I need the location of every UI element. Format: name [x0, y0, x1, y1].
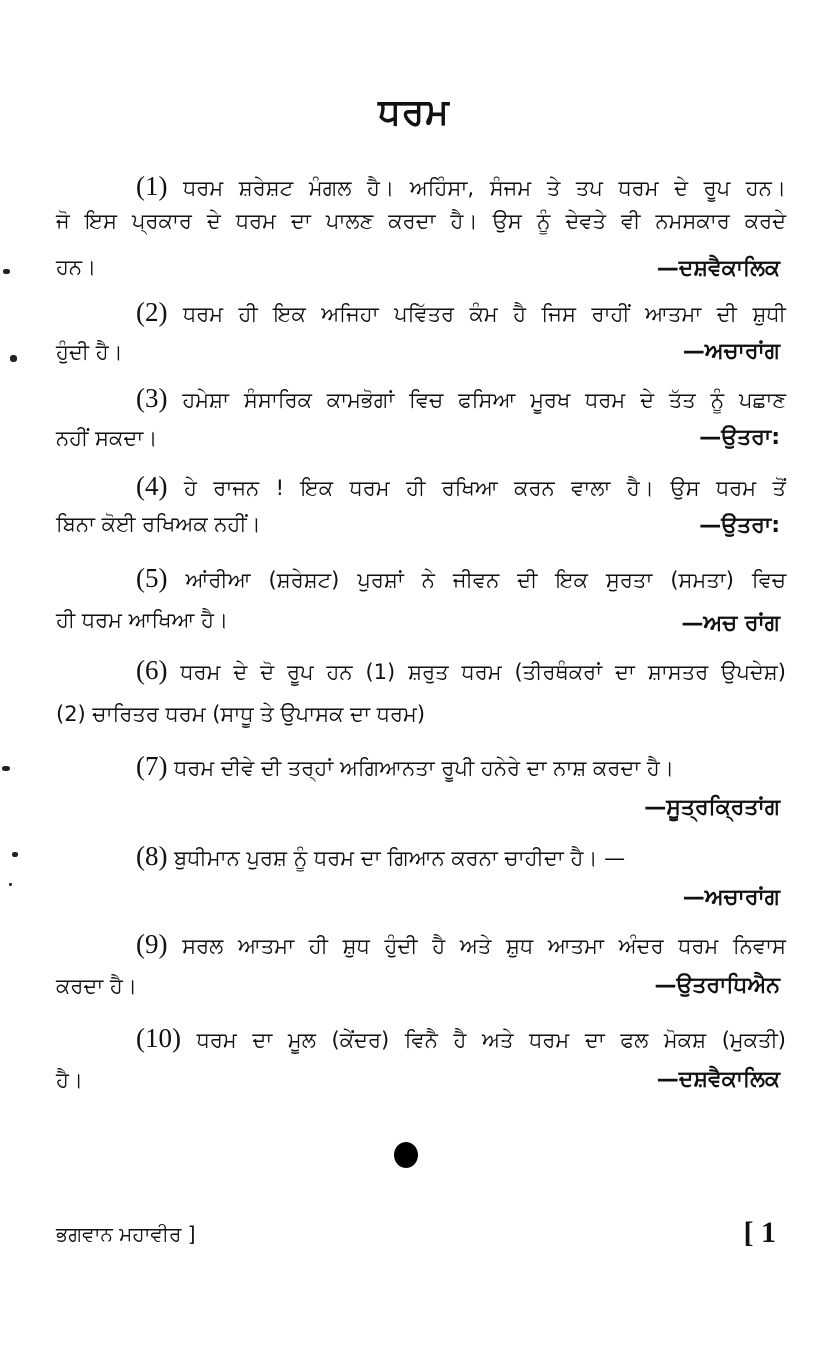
entry-number: (4): [136, 471, 168, 501]
entry-10-line-2: ਹੈ।: [56, 1068, 84, 1092]
entry-9-line-1: (9) ਸਰਲ ਆਤਮਾ ਹੀ ਸ਼ੁਧ ਹੁੰਦੀ ਹੈ ਅਤੇ ਸ਼ੁਧ ਆਤਮਾ ਅੰਦਰ ਧਰਮ ਨਿਵਾਸ: [136, 929, 786, 959]
scan-speck-icon: [2, 766, 10, 771]
entry-3-line-2: ਨਹੀਂ ਸਕਦਾ।: [56, 426, 158, 450]
scan-speck-icon: [3, 269, 10, 274]
entry-5-source: —ਅਚ ਰਾਂਗ: [681, 611, 780, 636]
entry-number: (3): [136, 383, 168, 413]
entry-5-line-1: (5) ਆਂਰੀਆ (ਸ਼ਰੇਸ਼ਟ) ਪੁਰਸ਼ਾਂ ਨੇ ਜੀਵਨ ਦੀ ਇਕ ਸੁਰਤਾ (ਸਮਤਾ) ਵਿਚ: [136, 563, 786, 593]
entry-7-source: —ਸੂਤ੍ਰਕ੍ਰਿਤਾਂਗ: [644, 795, 780, 820]
entry-2-source: —ਅਚਾਰਾਂਗ: [682, 339, 780, 364]
entry-number: (7): [136, 751, 168, 781]
entry-2-line-1: (2) ਧਰਮ ਹੀ ਇਕ ਅਜਿਹਾ ਪਵਿੱਤਰ ਕੰਮ ਹੈ ਜਿਸ ਰਾਹੀਂ ਆਤਮਾ ਦੀ ਸ਼ੁਧੀ: [136, 297, 786, 327]
entry-number: (5): [136, 563, 168, 593]
entry-4-line-1: (4) ਹੇ ਰਾਜਨ ! ਇਕ ਧਰਮ ਹੀ ਰਖਿਆ ਕਰਨ ਵਾਲਾ ਹੈ। ਉਸ ਧਰਮ ਤੋਂ: [136, 471, 786, 501]
entry-number: (2): [136, 297, 168, 327]
entry-6-line-2: (2) ਚਾਰਿਤਰ ਧਰਮ (ਸਾਧੂ ਤੇ ਉਪਾਸਕ ਦਾ ਧਰਮ): [56, 702, 426, 726]
footer-book-title: ਭਗਵਾਨ ਮਹਾਵੀਰ ]: [56, 1222, 196, 1246]
entry-9-source: —ਉਤਰਾਧਿਐਨ: [654, 973, 780, 998]
entry-1-line-1: (1) ਧਰਮ ਸ਼ਰੇਸ਼ਟ ਮੰਗਲ ਹੈ। ਅਹਿੰਸਾ, ਸੰਜਮ ਤੇ ਤਪ ਧਰਮ ਦੇ ਰੂਪ ਹਨ।: [136, 171, 786, 201]
entry-number: (8): [136, 841, 168, 871]
entry-10-source: —ਦਸ਼ਵੈਕਾਲਿਕ: [656, 1067, 780, 1092]
entry-8-source: —ਅਚਾਰਾਂਗ: [682, 885, 780, 910]
entry-5-line-2: ਹੀ ਧਰਮ ਆਖਿਆ ਹੈ।: [56, 608, 229, 632]
entry-number: (9): [136, 929, 168, 959]
section-end-bullet-icon: [394, 1142, 418, 1168]
entry-4-source: —ਉਤਰਾ:: [699, 513, 780, 538]
entry-2-line-2: ਹੁੰਦੀ ਹੈ।: [56, 340, 123, 364]
entry-9-line-2: ਕਰਦਾ ਹੈ।: [56, 974, 137, 998]
entry-3-source: —ਉਤਰਾ:: [699, 425, 780, 450]
entry-8-line-1: (8) ਬੁਧੀਮਾਨ ਪੁਰਸ਼ ਨੂੰ ਧਰਮ ਦਾ ਗਿਆਨ ਕਰਨਾ ਚਾਹੀਦਾ ਹੈ। —: [136, 841, 626, 871]
entry-7-line-1: (7) ਧਰਮ ਦੀਵੇ ਦੀ ਤਰ੍ਹਾਂ ਅਗਿਆਨਤਾ ਰੂਪੀ ਹਨੇਰੇ ਦਾ ਨਾਸ਼ ਕਰਦਾ ਹੈ।: [136, 751, 674, 781]
entry-1-line-3: ਹਨ।: [56, 255, 97, 279]
scan-speck-icon: [9, 883, 12, 886]
entry-1-line-2: ਜੋ ਇਸ ਪ੍ਰਕਾਰ ਦੇ ਧਰਮ ਦਾ ਪਾਲਣ ਕਰਦਾ ਹੈ। ਉਸ ਨੂੰ ਦੇਵਤੇ ਵੀ ਨਮਸਕਾਰ ਕਰਦੇ: [56, 209, 786, 233]
entry-number: (1): [136, 171, 168, 201]
entry-number: (10): [136, 1023, 181, 1053]
entry-number: (6): [136, 655, 168, 685]
entry-6-line-1: (6) ਧਰਮ ਦੇ ਦੋ ਰੂਪ ਹਨ (1) ਸ਼ਰੁਤ ਧਰਮ (ਤੀਰਥੰਕਰਾਂ ਦਾ ਸ਼ਾਸਤਰ ਉਪਦੇਸ਼): [136, 655, 786, 685]
scan-speck-icon: [12, 852, 18, 857]
entry-3-line-1: (3) ਹਮੇਸ਼ਾ ਸੰਸਾਰਿਕ ਕਾਮਭੋਗਾਂ ਵਿਚ ਫਸਿਆ ਮੂਰਖ ਧਰਮ ਦੇ ਤੱਤ ਨੂੰ ਪਛਾਣ: [136, 383, 786, 413]
entry-4-line-2: ਬਿਨਾ ਕੋਈ ਰਖਿਅਕ ਨਹੀਂ।: [56, 512, 261, 536]
footer-page-number: [ 1: [743, 1216, 776, 1249]
scan-speck-icon: [10, 355, 17, 362]
entry-1-source: —ਦਸ਼ਵੈਕਾਲਿਕ: [656, 256, 780, 281]
entry-10-line-1: (10) ਧਰਮ ਦਾ ਮੂਲ (ਕੇਂਦਰ) ਵਿਨੈ ਹੈ ਅਤੇ ਧਰਮ ਦਾ ਫਲ ਮੋਕਸ਼ (ਮੁਕਤੀ): [136, 1023, 786, 1053]
page-title: ਧਰਮ: [378, 92, 450, 133]
